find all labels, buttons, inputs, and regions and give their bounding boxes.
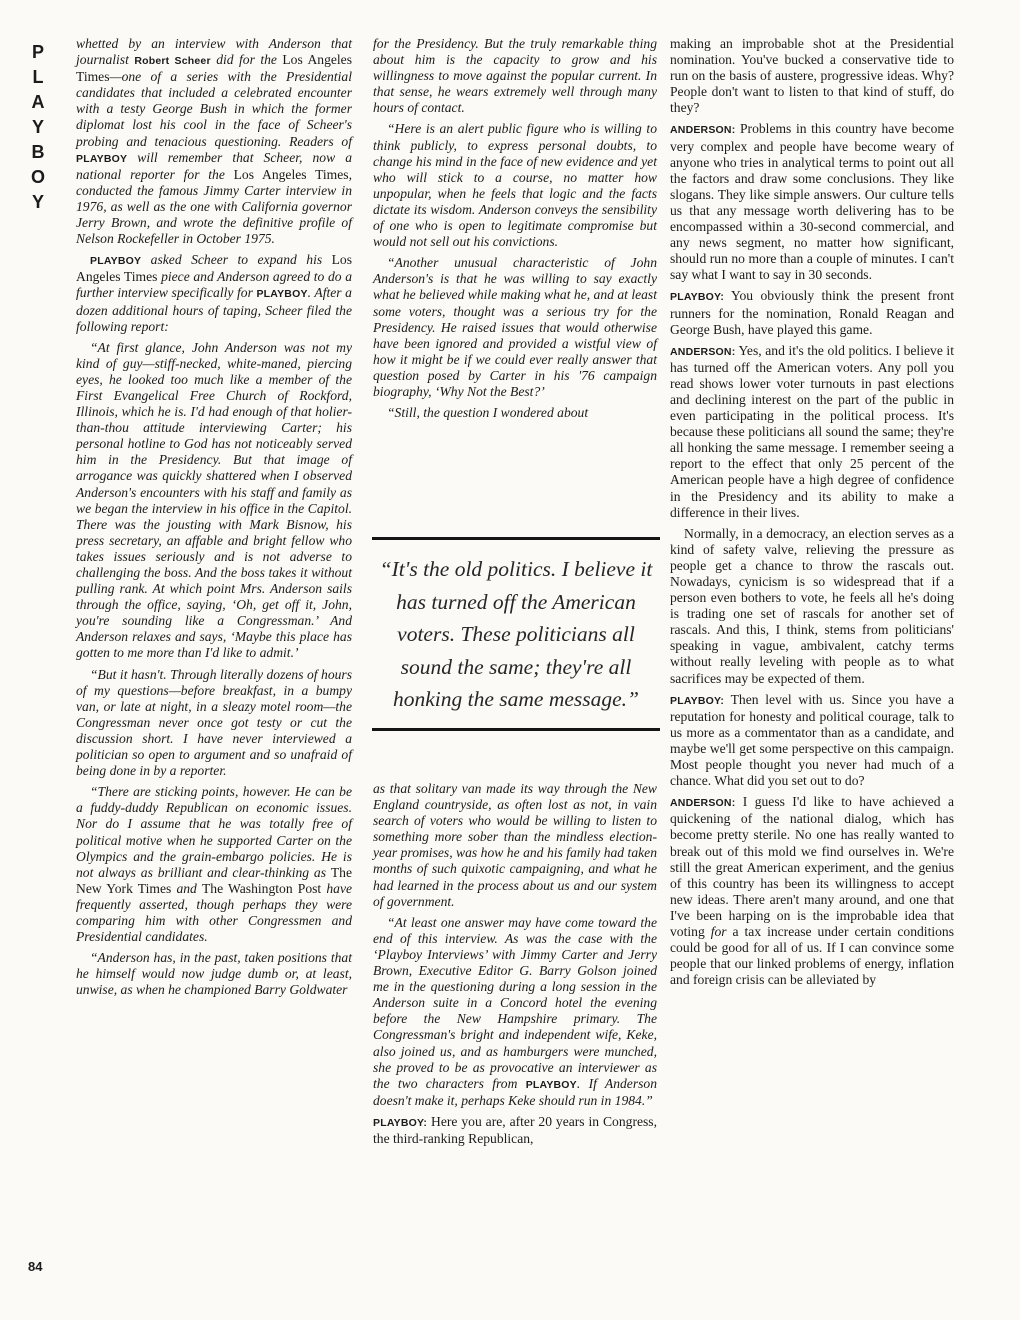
interview-question-continued: making an improbable shot at the Presidential nomination. You've bucked a conservative tide to run on the basis of austere, progressive ideas. Why? People don't want to listen to that kind of stuff, do they? — [670, 36, 954, 116]
interview-answer-continued: Normally, in a democracy, an election serves as a kind of safety valve, relieving the pressure as people get a chance to throw the rascals out. Nowadays, cynicism is so widespread that if a person even bothers to vote, he feels all he's doing is trading one set of rascals for another set of rascals. And this, I think, stems from politicians' speaking in vague, ambivalent, catchy terms without really leveling with people as to what sacrifices may be expected of them. — [670, 525, 954, 686]
speaker-label: PLAYBOY: — [670, 291, 725, 304]
report-paragraph: as that solitary van made its way through the New England countryside, as often lost as not, in vain search of voters who would be willing to listen to something more sober than the mindless election-year promises, was how he and his family had taken months of such quixotic campaigning, and what he had learned in the process about us and our system of government. — [373, 781, 657, 909]
report-paragraph: for the Presidency. But the truly remarkable thing about him is the capacity to grow and his willingness to move against the popular current. In that sense, he wears extremely well through many hours of contact. — [373, 36, 657, 116]
interview-answer: ANDERSON: Problems in this country have become very complex and people have become weary of anyone who tries in analytical terms to point out all the factors and draw some conclusions. They like slogans. They like simple answers. Our culture tells us that any message worth delivering has to be encompassed within a 30-second commercial, and any news segment, no matter how significant, should run no more than a couple of minutes. I can't say what I want to say in 30 seconds. — [670, 121, 954, 283]
interview-question: PLAYBOY: Then level with us. Since you have a reputation for honesty and political courage, talk to us more as a commentator than as a candidate, and maybe we'll get some perspective on this campaign. Most people thought you never had much of a chance. What did you set out to do? — [670, 691, 954, 789]
report-paragraph: “Here is an alert public figure who is willing to think publicly, to express personal doubts, to change his mind in the face of new evidence and yet who will stick to a course, no matter how unpopular, when he feels that logic and the facts dictate its wisdom. Anderson conveys the sensibility of one who is open to legitimate compromise but would not sell out his convictions. — [373, 121, 657, 250]
speaker-label: ANDERSON: — [670, 345, 736, 358]
playboy-vertical-logo — [22, 40, 54, 215]
report-paragraph: “At first glance, John Anderson was not my kind of guy—stiff-necked, white-maned, piercing eyes, he looked too much like a member of the First Evangelical Free Church of Rockford, Illinois, which he is. I'd had enough of that holier-than-thou attitude interviewing Carter; his personal hotline to God has not noticeably served him in the Presidency. But that image of arrogance was quickly shattered when I observed Anderson's encounters with his staff and family as we began the interview in his office in the Capitol. There was the jousting with Mark Bisnow, his press secretary, an affable and bright fellow who takes issues seriously and is not adverse to challenging the boss. And the boss takes it without pulling rank. At which point Mrs. Anderson sails through the office, saying, ‘Oh, get off it, John, you're sounding like a Congressman.’ And Anderson relaxes and says, ‘Maybe this place has gotten to me more than I'd like to admit.’ — [76, 339, 352, 661]
report-paragraph: “But it hasn't. Through literally dozens of hours of my questions—before breakfast, in a bumpy van, or late at night, in a sleazy motel room—the Congressman never once got testy or cut the discussion short. I have never interviewed a politician so open to argument and so unafraid of being done in by a reporter. — [76, 666, 352, 779]
speaker-label: PLAYBOY: — [670, 694, 725, 707]
speaker-label: ANDERSON: — [670, 797, 736, 810]
pull-quote-text: “It's the old politics. I believe it has turned off the American voters. These politicians all sound the same; they're all honking the same message.” — [379, 557, 653, 711]
report-paragraph: “There are sticking points, however. He can be a fuddy-duddy Republican on economic issues. Nor do I assume that he was totally free of political motive when he supported Carter on the Olympics and the grain-embargo policies. He is not always as brilliant and clear-thinking as The New York Times and The Washington Post have frequently asserted, though perhaps they were comparing him with other Congressmen and Presidential candidates. — [76, 784, 353, 945]
report-paragraph: “At least one answer may have come toward the end of this interview. As was the case with the ‘Playboy Interviews’ with Jimmy Carter and Jerry Brown, Executive Editor G. Barry Golson joined me in the questioning during a long session in the Anderson suite in a Concord hotel the evening before the New Hampshire primary. The Congressman's bright and independent wife, Keke, also joined us, and as hamburgers were munched, she proved to be as provocative an interviewer as the two characters from PLAYBOY. If Anderson doesn't make it, perhaps Keke should run in 1984.” — [373, 914, 658, 1108]
logo-letter: Y — [31, 192, 44, 212]
logo-letter: P — [31, 42, 44, 62]
speaker-label: PLAYBOY: — [373, 1116, 428, 1129]
report-paragraph: “Still, the question I wondered about — [387, 405, 589, 421]
column-2-top — [373, 36, 657, 426]
report-paragraph: “Another unusual characteristic of John Anderson's is that he was willing to say exactly what he believed while making what he, and at least some voters, thought was a serious try for the Presidency. He raised issues that would otherwise have been ignored and provided a wistful view of how it might be if we could ever really answer that question posed by Carter in his '76 campaign biography, ‘Why Not the Best?’ — [373, 255, 657, 399]
pull-quote — [372, 537, 660, 731]
speaker-label: ANDERSON: — [670, 124, 736, 137]
intro-paragraph: PLAYBOY asked Scheer to expand his Los Angeles Times piece and Anderson agreed to do a further interview specifically for PLAYBOY. After a dozen additional hours of taping, Scheer filed the following report: — [76, 252, 352, 334]
page-number: 84 — [28, 1259, 43, 1274]
logo-letter: Y — [31, 117, 44, 137]
logo-letter: B — [31, 142, 45, 162]
interview-question: PLAYBOY: You obviously think the present front runners for the nomination, Ronald Reagan and George Bush, have played this game. — [670, 288, 954, 337]
pull-quote-bottom-rule — [372, 728, 660, 731]
logo-letter: O — [30, 167, 45, 187]
interview-answer: ANDERSON: I guess I'd like to have achieved a quickening of the national dialog, which has become pretty sterile. No one has really wanted to break out of this mold we find ourselves in. We're still the great American experiment, and the genius of this country has been its willingness to accept new ideas. There aren't many around, and one that I've been harping on is the improbable idea that voting for a tax increase under certain conditions could be good for all of us. If I can convince some people that our linked problems of energy, inflation and foreign crisis can be alleviated by — [670, 794, 955, 988]
column-1 — [76, 36, 352, 1003]
intro-paragraph: whetted by an interview with Anderson that journalist Robert Scheer did for the Los Angeles Times—one of a series with the Presidential candidates that included a celebrated encounter with a testy George Bush in which the former diplomat lost his cool in the face of Scheer's probing and tenacious questioning. Readers of PLAYBOY will remember that Scheer, now a national reporter for the Los Angeles Times, conducted the famous Jimmy Carter interview in 1976, as well as the one with California governor Jerry Brown, and wrote the definitive profile of Nelson Rockefeller in October 1975. — [76, 36, 353, 247]
report-paragraph: “Anderson has, in the past, taken positions that he himself would now judge dumb or, at least, unwise, as when he championed Barry Goldwater — [76, 950, 352, 998]
column-3 — [670, 36, 954, 993]
interview-answer: ANDERSON: Yes, and it's the old politics. I believe it has turned off the American voters. Any poll you read shows lower voter turnouts in past elections and declining interest on the part of the public in even participating in the political process. It's because these politicians all sound the same; they're all honking the same message. I remember seeing a report to the effect that only 25 percent of the American people have a high degree of confidence in the Presidency and its ability to make a difference in their lives. — [670, 342, 954, 520]
logo-letter: L — [32, 67, 44, 87]
column-2-bottom — [373, 781, 657, 1152]
interview-question: PLAYBOY: Here you are, after 20 years in Congress, the third-ranking Republican, — [373, 1113, 657, 1146]
logo-letter: A — [31, 92, 45, 112]
